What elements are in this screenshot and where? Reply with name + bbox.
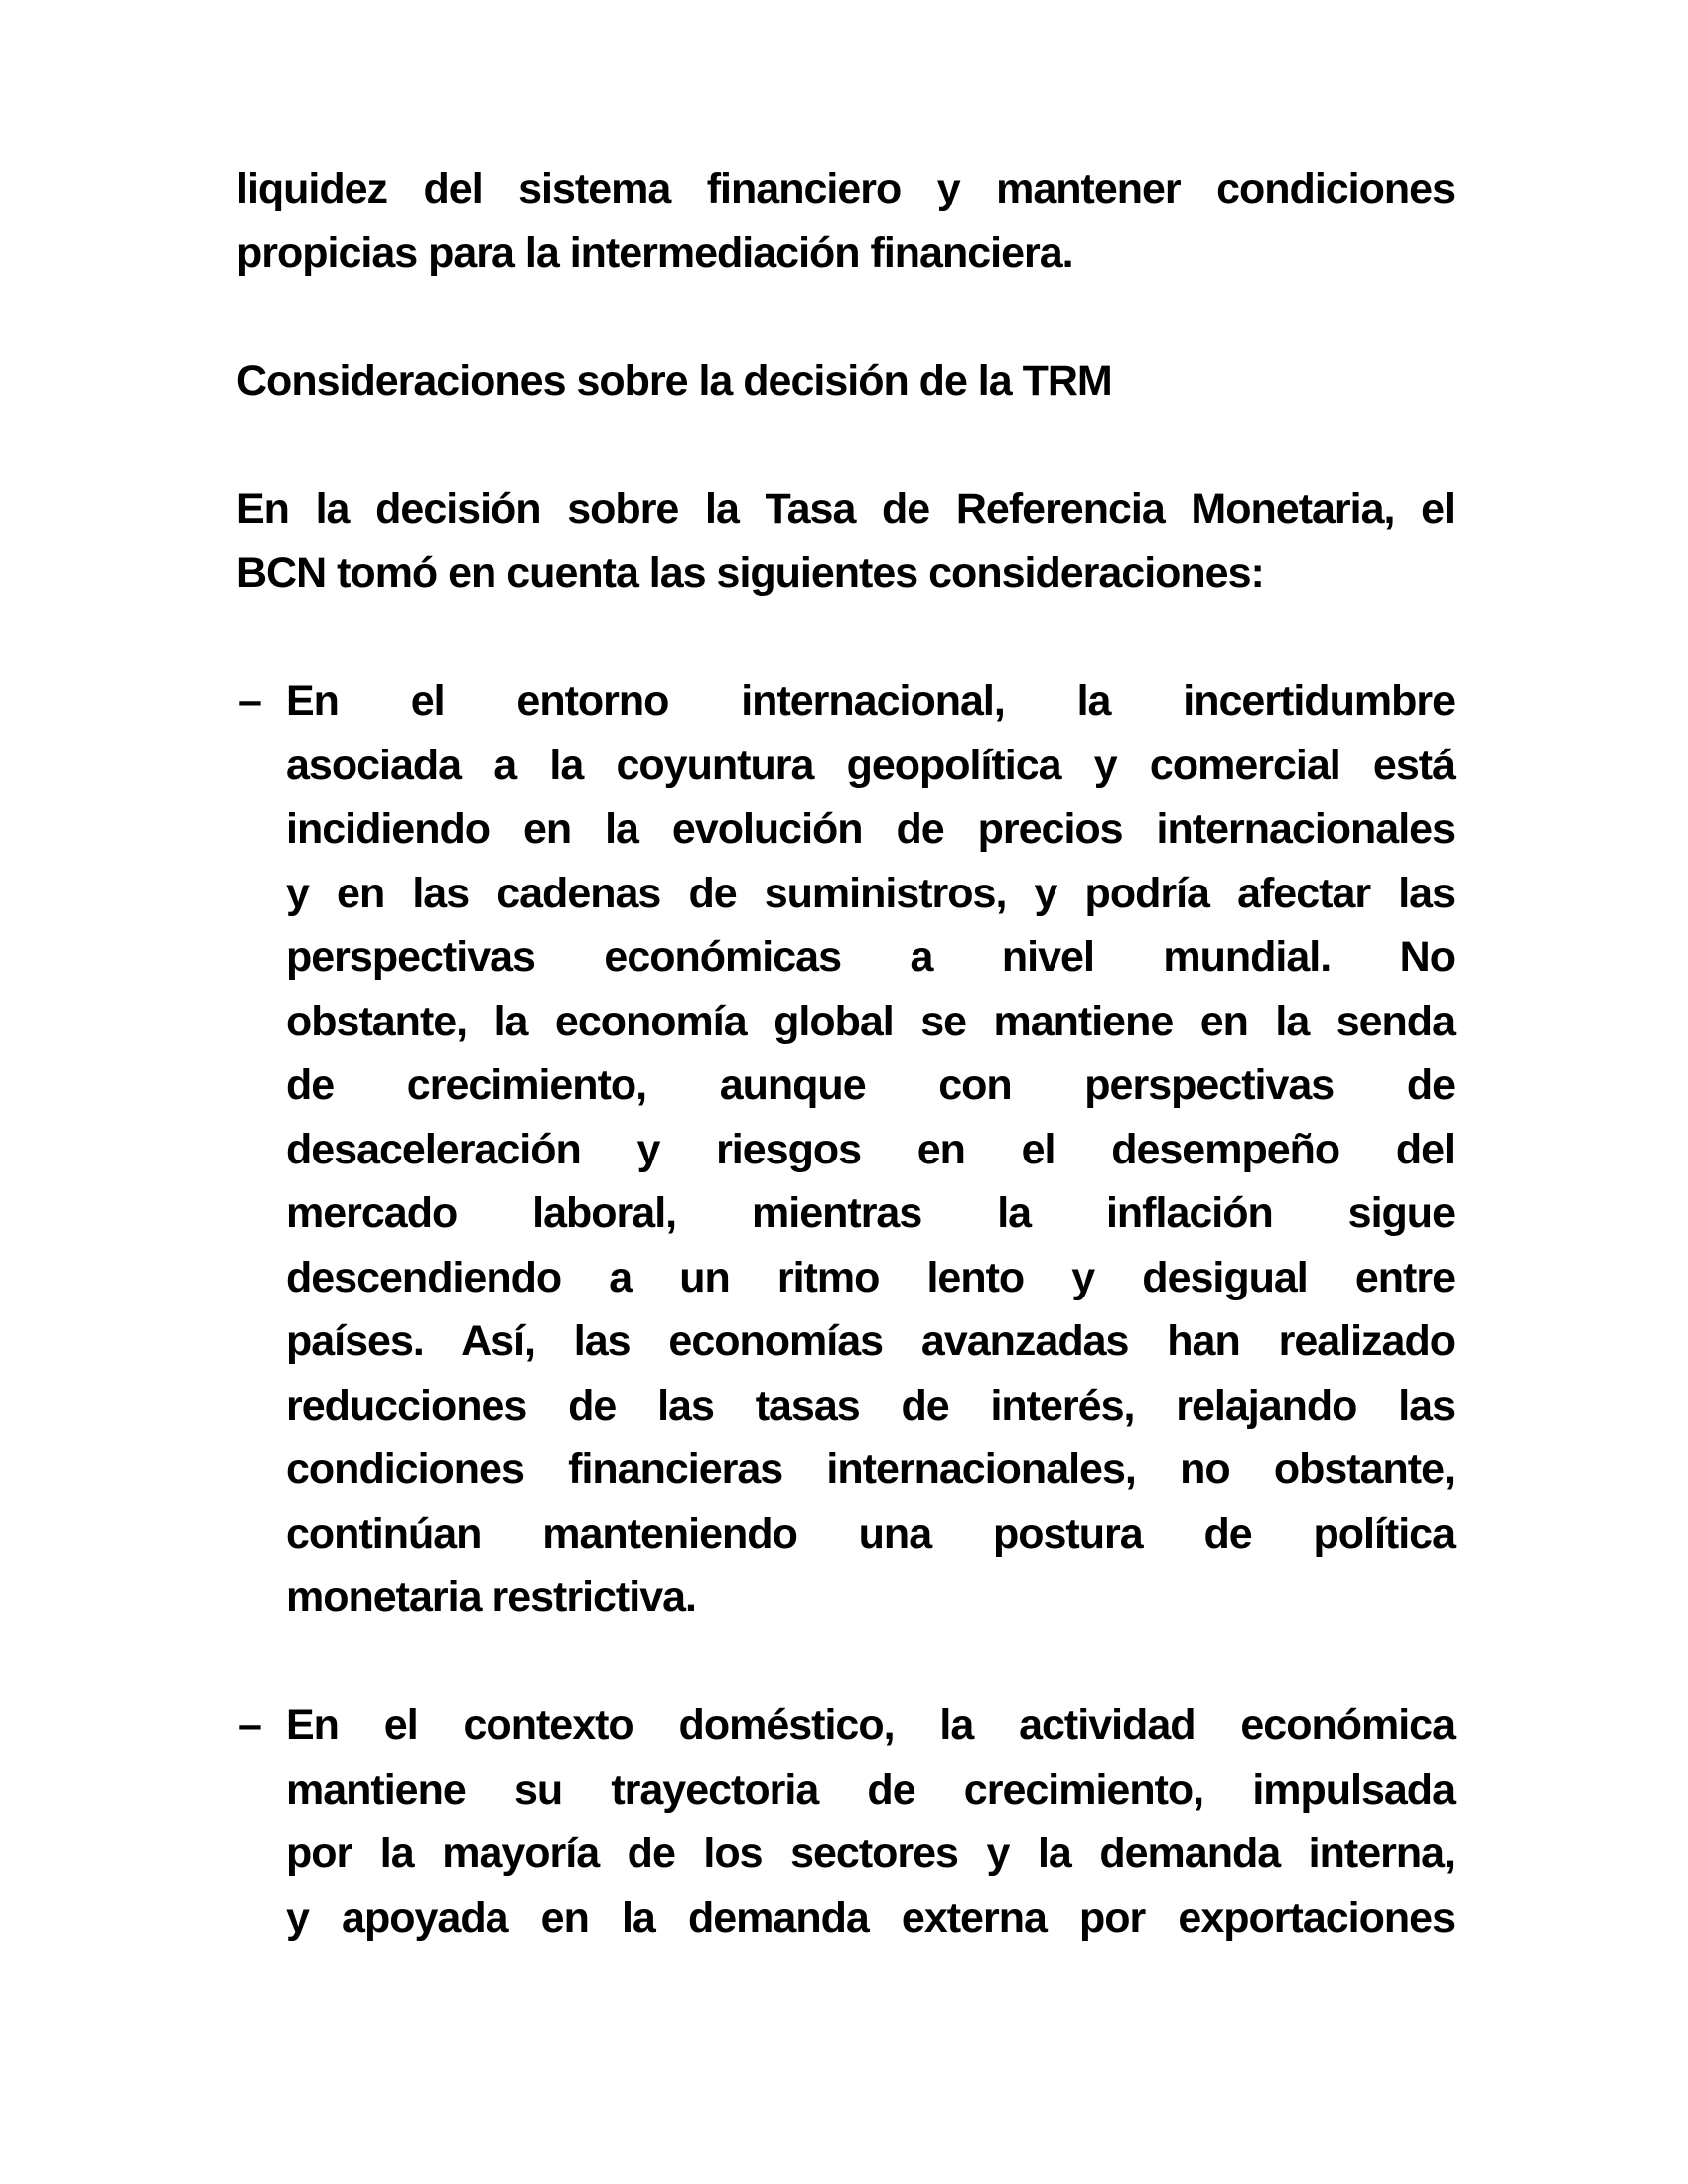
text-line: continúan manteniendo una postura de política (286, 1509, 1455, 1558)
text-line: En el entorno internacional, la incertidumbre (286, 677, 1455, 725)
paragraph (236, 478, 1455, 606)
text-line: condiciones financieras internacionales, no obstante, (286, 1445, 1455, 1493)
text-line: mantiene su trayectoria de crecimiento, impulsada (286, 1765, 1455, 1814)
text-line: Consideraciones sobre la decisión de la TRM (236, 356, 1112, 405)
document-body (236, 157, 1455, 1950)
text-line: mercado laboral, mientras la inflación sigue (286, 1189, 1455, 1237)
text-line: monetaria restrictiva. (286, 1573, 696, 1621)
text-line: incidiendo en la evolución de precios internacionales (286, 805, 1455, 853)
text-line: desaceleración y riesgos en el desempeño del (286, 1125, 1455, 1173)
text-line: liquidez del sistema financiero y mantener condiciones (236, 165, 1455, 212)
text-line: BCN tomó en cuenta las siguientes consideraciones: (236, 549, 1264, 597)
text-line: reducciones de las tasas de interés, relajando las (286, 1381, 1455, 1430)
bullet-item (236, 669, 1455, 1630)
text-line: obstante, la economía global se mantiene en la senda (286, 997, 1455, 1045)
text-line: de crecimiento, aunque con perspectivas de (286, 1061, 1455, 1109)
text-line: propicias para la intermediación financiera. (236, 228, 1073, 277)
bullet-item (236, 1694, 1455, 1950)
paragraph (236, 157, 1455, 285)
text-line: por la mayoría de los sectores y la demanda interna, (286, 1830, 1455, 1877)
text-line: En la decisión sobre la Tasa de Referencia Monetaria, el (236, 484, 1455, 533)
text-line: perspectivas económicas a nivel mundial. No (286, 933, 1455, 981)
text-line: y apoyada en la demanda externa por exportaciones (286, 1893, 1455, 1942)
bullet-dash-marker: – (238, 1702, 261, 1749)
bullet-dash-marker: – (238, 677, 261, 725)
text-line: En el contexto doméstico, la actividad económica (286, 1702, 1455, 1749)
text-line: descendiendo a un ritmo lento y desigual entre (286, 1253, 1455, 1301)
text-line: asociada a la coyuntura geopolítica y comercial está (286, 741, 1455, 789)
text-line: y en las cadenas de suministros, y podría afectar las (286, 869, 1455, 917)
section-heading (236, 349, 1455, 414)
text-line: países. Así, las economías avanzadas han realizado (286, 1317, 1455, 1365)
